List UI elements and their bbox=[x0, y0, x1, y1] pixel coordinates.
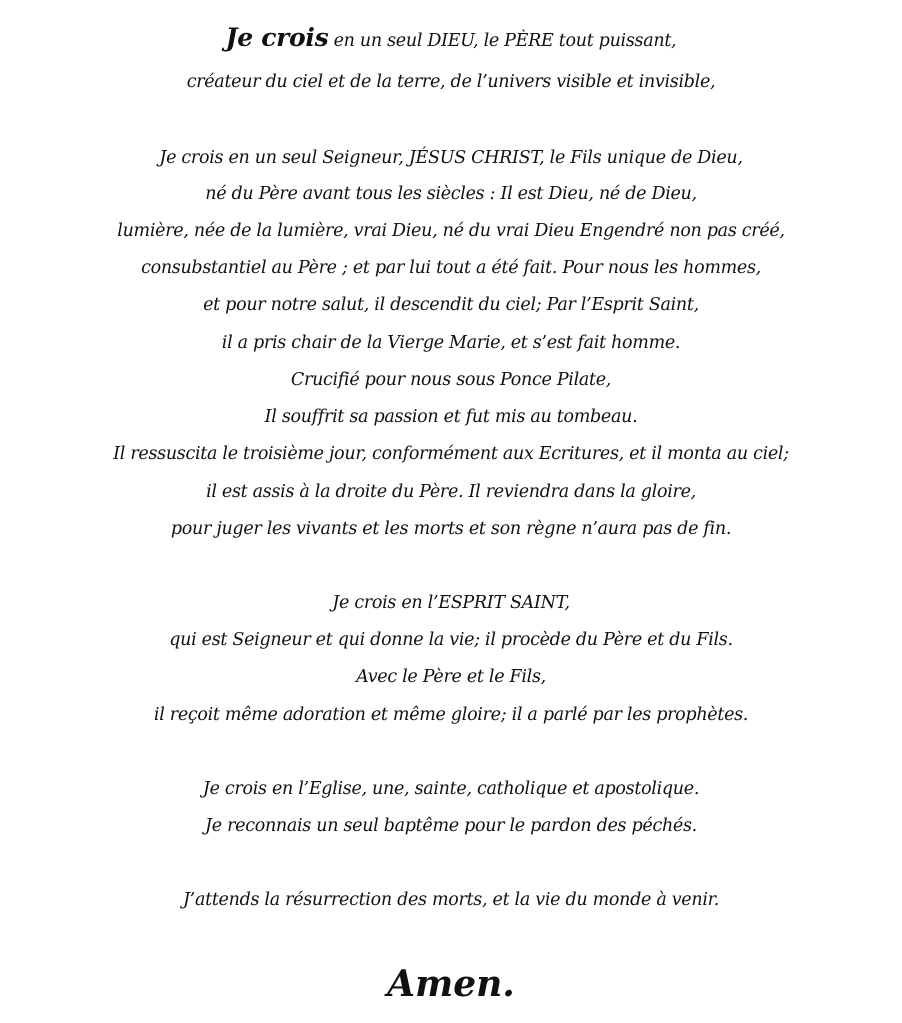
son-line-10: il est assis à la droite du Père. Il reviendra dans la gloire, bbox=[206, 482, 696, 502]
son-line-6: il a pris chair de la Vierge Marie, et s’est fait homme. bbox=[221, 333, 681, 353]
opening-rest: en un seul DIEU, le PÈRE tout puissant, bbox=[328, 31, 677, 51]
opening-line bbox=[0, 23, 902, 53]
resurrection-line: J’attends la résurrection des morts, et la vie du monde à venir. bbox=[182, 890, 720, 910]
son-line-4: consubstantiel au Père ; et par lui tout a été fait. Pour nous les hommes, bbox=[141, 258, 761, 278]
son-line-9: Il ressuscita le troisième jour, conformément aux Ecritures, et il monta au ciel; bbox=[113, 444, 789, 464]
spirit-line-1: Je crois en l’ESPRIT SAINT, bbox=[332, 593, 570, 613]
son-line-2: né du Père avant tous les siècles : Il est Dieu, né de Dieu, bbox=[205, 184, 697, 204]
amen-closing: Amen. bbox=[387, 963, 515, 1005]
church-line-2: Je reconnais un seul baptême pour le pardon des péchés. bbox=[205, 816, 697, 836]
spirit-line-2: qui est Seigneur et qui donne la vie; il procède du Père et du Fils. bbox=[169, 630, 733, 650]
son-line-1: Je crois en un seul Seigneur, JÉSUS CHRIST, le Fils unique de Dieu, bbox=[159, 148, 743, 168]
church-line-1: Je crois en l’Eglise, une, sainte, catholique et apostolique. bbox=[202, 779, 700, 799]
spirit-line-3: Avec le Père et le Fils, bbox=[356, 667, 546, 687]
opening-emphasis: Je crois bbox=[225, 23, 329, 52]
father-line-1: créateur du ciel et de la terre, de l’univers visible et invisible, bbox=[186, 72, 716, 92]
spirit-line-4: il reçoit même adoration et même gloire; il a parlé par les prophètes. bbox=[153, 705, 749, 725]
son-line-3: lumière, née de la lumière, vrai Dieu, né du vrai Dieu Engendré non pas créé, bbox=[117, 221, 785, 241]
son-line-8: Il souffrit sa passion et fut mis au tombeau. bbox=[264, 407, 638, 427]
son-line-11: pour juger les vivants et les morts et son règne n’aura pas de fin. bbox=[170, 519, 732, 539]
son-line-7: Crucifié pour nous sous Ponce Pilate, bbox=[290, 370, 612, 390]
son-line-5: et pour notre salut, il descendit du ciel; Par l’Esprit Saint, bbox=[203, 295, 699, 315]
